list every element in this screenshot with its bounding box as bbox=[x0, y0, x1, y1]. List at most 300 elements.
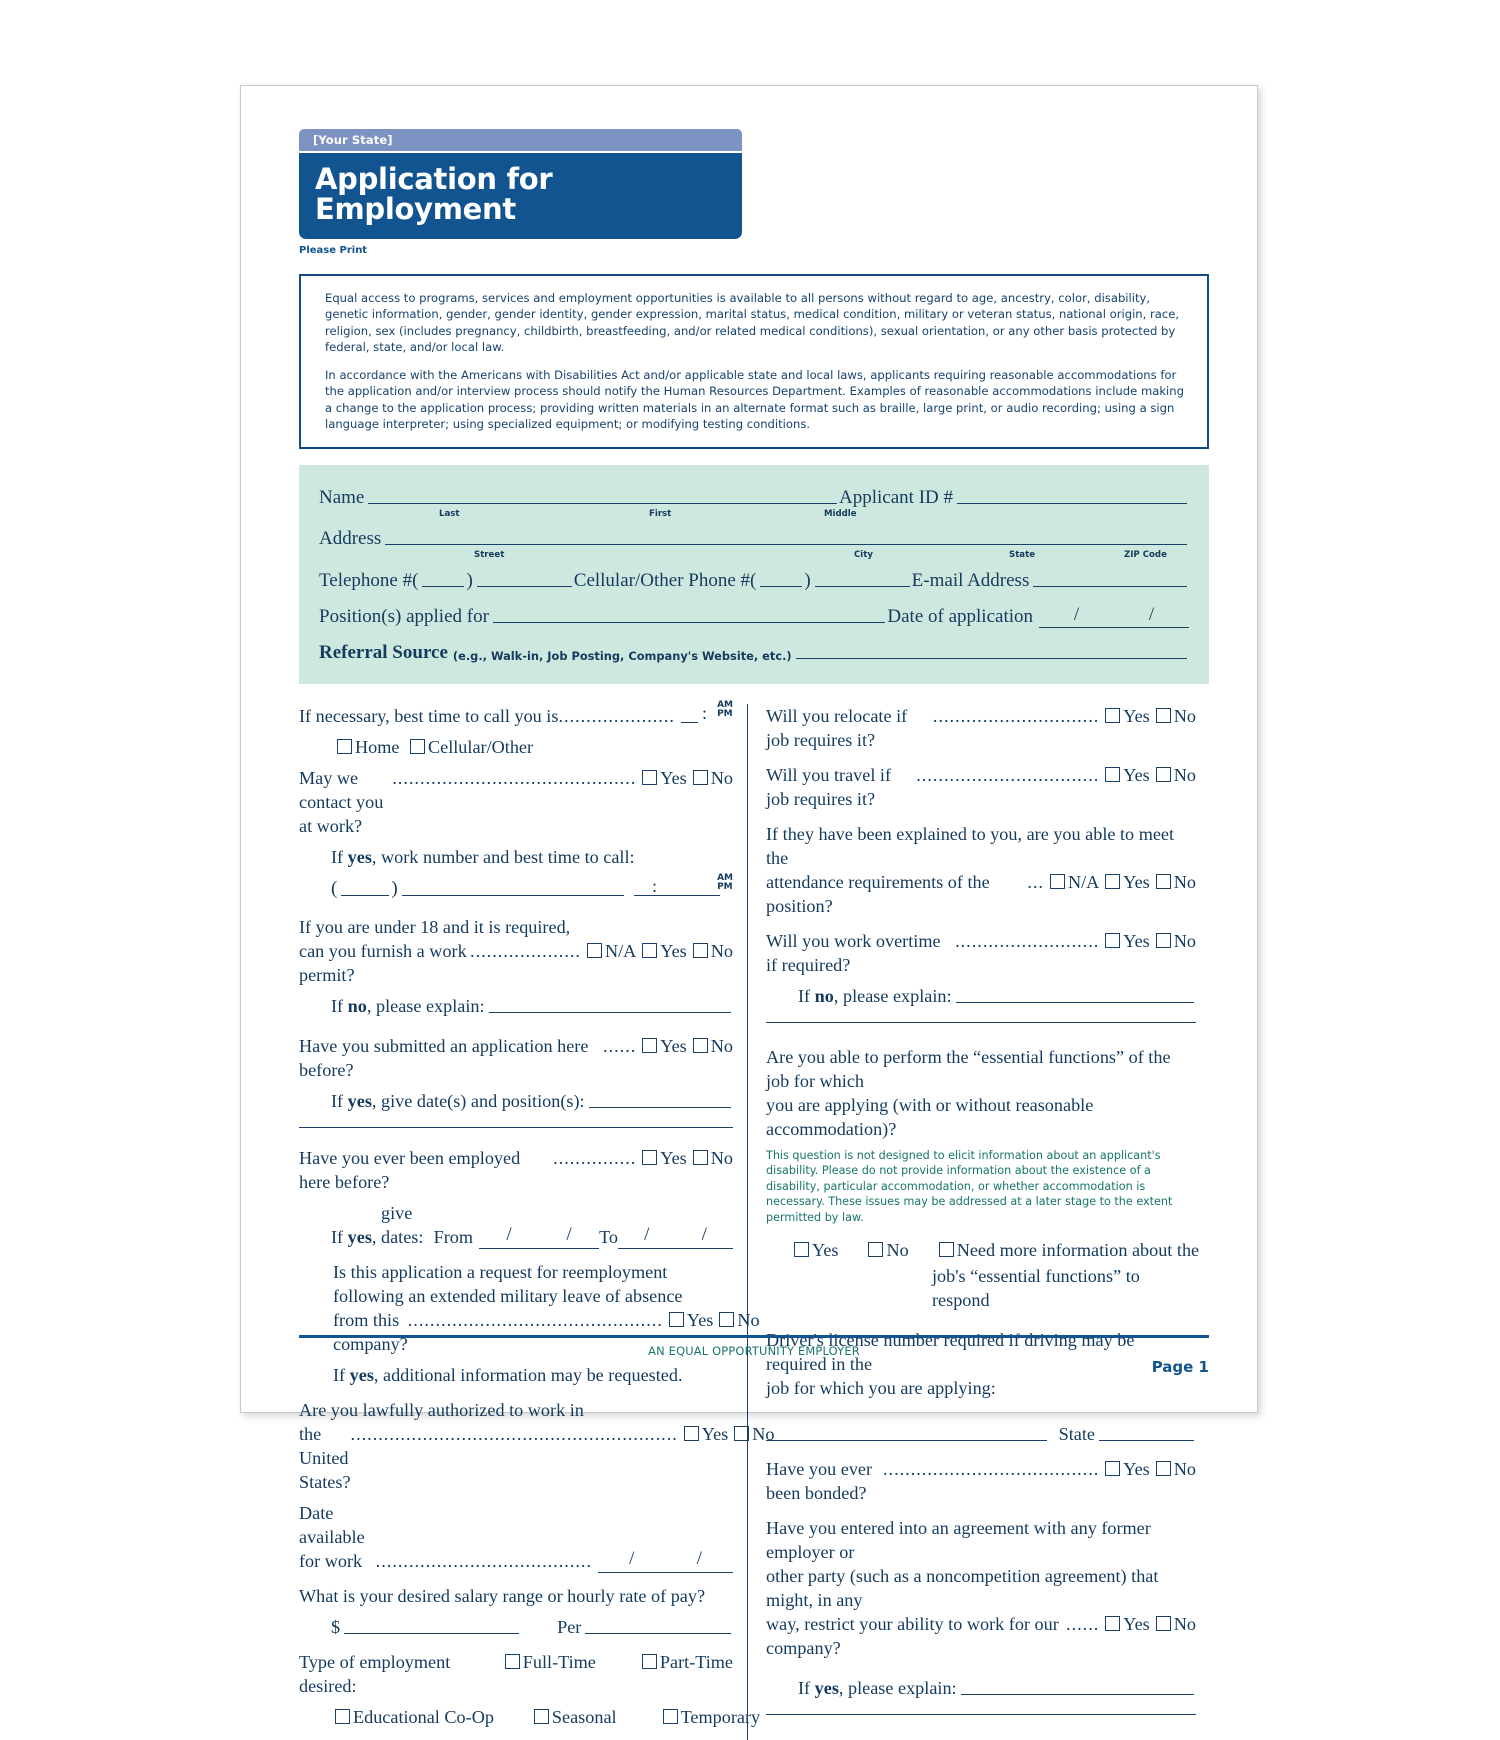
overtime-dots: .......................... bbox=[955, 929, 1099, 953]
salary-per-input[interactable] bbox=[585, 1632, 731, 1634]
noncompete-explain-input[interactable] bbox=[961, 1693, 1194, 1695]
applicant-id-label: Applicant ID # bbox=[839, 487, 953, 509]
page-number: Page 1 bbox=[299, 1358, 1209, 1376]
drivers-license-row bbox=[766, 1422, 1196, 1446]
overtime-label: Will you work overtime if required? bbox=[766, 929, 955, 977]
work-am-label: AM bbox=[717, 873, 733, 883]
bonded-no-checkbox[interactable] bbox=[1156, 1461, 1171, 1476]
work-permit-dots: .................... bbox=[470, 939, 581, 963]
r-no-5: No bbox=[886, 1240, 908, 1260]
address-input[interactable] bbox=[385, 543, 1187, 545]
submitted-dates-row bbox=[299, 1089, 733, 1113]
work-paren-open: ( bbox=[331, 876, 337, 901]
work-permit-label: can you furnish a work permit? bbox=[299, 939, 470, 987]
essential-functions-question bbox=[766, 1045, 1196, 1141]
if-label-3: If bbox=[331, 1089, 343, 1113]
right-question-column bbox=[748, 704, 1196, 1740]
best-time-to-call-question bbox=[299, 704, 733, 728]
eeo-paragraph-2: In accordance with the Americans with Disabilities Act and/or applicable state and local laws, applicants requiring reasonable accommodations for the application and/or interview process should notify the Human Resources Department. Examples of reasonable accommodations include making a change to the application process; providing written materials in an alternate format such as braille, large print, or audio recording; using a sign language interpreter; using specialized equipment; or modifying testing conditions. bbox=[325, 367, 1185, 433]
r-yes-bold-1: yes bbox=[815, 1676, 839, 1700]
noncompete-line-3 bbox=[766, 1612, 1196, 1660]
home-checkbox[interactable] bbox=[337, 739, 352, 754]
reemployment-line-1: Is this application a request for reemployment bbox=[333, 1260, 733, 1284]
yes-bold: yes bbox=[348, 847, 372, 867]
no-label-2: No bbox=[711, 941, 733, 961]
need-more-info-line-1: Need more information about the bbox=[957, 1240, 1199, 1260]
bonded-question bbox=[766, 1457, 1196, 1505]
relocate-yes-checkbox[interactable] bbox=[1105, 708, 1120, 723]
position-label: Position(s) applied for bbox=[319, 606, 489, 628]
r-yes-1: Yes bbox=[1123, 706, 1149, 726]
comma: , bbox=[372, 847, 377, 867]
date-available-input[interactable] bbox=[598, 1546, 733, 1573]
type-full-time-option[interactable] bbox=[501, 1650, 596, 1674]
relocate-dots: .............................. bbox=[933, 704, 1099, 728]
relocate-no[interactable] bbox=[1152, 704, 1196, 728]
applicant-info-section bbox=[299, 465, 1209, 684]
na-label: N/A bbox=[605, 941, 636, 961]
best-time-input[interactable] bbox=[681, 721, 698, 723]
per-label: Per bbox=[557, 1615, 581, 1639]
r-if-1: If bbox=[798, 984, 810, 1008]
comma-3: , bbox=[372, 1089, 377, 1113]
r-comma-2: , bbox=[839, 1676, 844, 1700]
yes-bold-2: yes bbox=[348, 1089, 372, 1113]
employed-before-no[interactable] bbox=[689, 1146, 733, 1170]
contact-work-no-checkbox[interactable] bbox=[693, 770, 708, 785]
telephone-label: Telephone # bbox=[319, 570, 412, 592]
employed-no-checkbox[interactable] bbox=[693, 1150, 708, 1165]
seasonal-label: Seasonal bbox=[552, 1707, 617, 1727]
r-yes-2: Yes bbox=[1123, 765, 1149, 785]
type-educational-coop-option[interactable] bbox=[331, 1705, 494, 1729]
attendance-line-1: If they have been explained to you, are you able to meet the bbox=[766, 822, 1196, 870]
employed-dates-row bbox=[299, 1201, 733, 1249]
work-permit-line-2 bbox=[299, 939, 733, 987]
name-sublabels bbox=[319, 509, 1189, 522]
r-comma-1: , bbox=[834, 984, 839, 1008]
address-sub-city: City bbox=[854, 550, 873, 560]
r-yes-5: Yes bbox=[812, 1240, 838, 1260]
reemployment-line-2: following an extended military leave of absence bbox=[333, 1284, 733, 1308]
date-slash-2: / bbox=[1149, 604, 1154, 626]
address-sub-zip: ZIP Code bbox=[1124, 550, 1167, 560]
drivers-license-line-2: job for which you are applying: bbox=[766, 1376, 1196, 1400]
work-paren-close: ) bbox=[391, 876, 397, 901]
attendance-no[interactable] bbox=[1152, 870, 1196, 894]
need-more-info-checkbox[interactable] bbox=[939, 1242, 954, 1257]
overtime-yes-checkbox[interactable] bbox=[1105, 933, 1120, 948]
r-yes-3: Yes bbox=[1123, 872, 1149, 892]
work-authorization-question bbox=[299, 1398, 733, 1494]
reemployment-yes-checkbox[interactable] bbox=[669, 1312, 684, 1327]
full-time-checkbox[interactable] bbox=[505, 1654, 520, 1669]
reemployment-no-checkbox[interactable] bbox=[719, 1312, 734, 1327]
work-best-time-input[interactable] bbox=[634, 894, 720, 896]
submitted-no-checkbox[interactable] bbox=[693, 1038, 708, 1053]
from-slash-2: / bbox=[566, 1222, 571, 1247]
telephone-paren-close: ) bbox=[466, 570, 472, 592]
form-header bbox=[299, 129, 742, 256]
essential-need-more-info[interactable] bbox=[935, 1238, 1199, 1262]
overtime-no-checkbox[interactable] bbox=[1156, 933, 1171, 948]
dollar-sign: $ bbox=[331, 1615, 340, 1639]
travel-yes-checkbox[interactable] bbox=[1105, 767, 1120, 782]
name-row bbox=[319, 487, 1189, 509]
cellular-checkbox[interactable] bbox=[410, 739, 425, 754]
salary-question-label: What is your desired salary range or hourly rate of pay? bbox=[299, 1584, 733, 1608]
r-no-3: No bbox=[1174, 872, 1196, 892]
name-sub-first: First bbox=[649, 509, 671, 519]
r-no-bold-1: no bbox=[815, 984, 834, 1008]
educational-coop-checkbox[interactable] bbox=[335, 1709, 350, 1724]
footer-rule bbox=[299, 1335, 1209, 1338]
noncompete-no-checkbox[interactable] bbox=[1156, 1616, 1171, 1631]
contact-work-yes-checkbox[interactable] bbox=[642, 770, 657, 785]
no-label-6: No bbox=[752, 1424, 774, 1444]
travel-question bbox=[766, 763, 1196, 811]
essential-no-checkbox[interactable] bbox=[868, 1242, 883, 1257]
submitted-before-question bbox=[299, 1034, 733, 1082]
noncompete-explain-row bbox=[766, 1676, 1196, 1700]
time-colon: : bbox=[702, 701, 707, 725]
home-label: Home bbox=[355, 737, 399, 757]
relocate-label: Will you relocate if job requires it? bbox=[766, 704, 933, 752]
referral-note: (e.g., Walk-in, Job Posting, Company's Website, etc.) bbox=[453, 649, 792, 664]
need-more-info-line-2: job's “essential functions” to respond bbox=[766, 1264, 1196, 1312]
am-pm-marker bbox=[717, 701, 733, 720]
phone-type-home-option[interactable] bbox=[333, 737, 399, 757]
contact-at-work-no[interactable] bbox=[689, 766, 733, 790]
comma-5: , bbox=[374, 1365, 379, 1385]
phone-type-options bbox=[299, 735, 733, 759]
essential-functions-line-1: Are you able to perform the “essential functions” of the job for which bbox=[766, 1045, 1196, 1093]
date-slash-1: / bbox=[1074, 604, 1079, 626]
authorized-line-2 bbox=[299, 1422, 733, 1494]
full-time-label: Full-Time bbox=[523, 1652, 596, 1672]
travel-dots: ................................. bbox=[916, 763, 1099, 787]
disability-disclaimer: This question is not designed to elicit information about an applicant's disability. Please do not provide information about the existence of a disability, particular accommodation, or whether accommodation is necessary. These issues may be addressed at a later stage to the extent permitted by law. bbox=[766, 1148, 1196, 1225]
work-time-colon: : bbox=[652, 874, 657, 898]
noncompete-explain-label: please explain: bbox=[848, 1676, 957, 1700]
overtime-explain-row bbox=[766, 984, 1196, 1008]
r-if-2: If bbox=[798, 1676, 810, 1700]
work-area-code-input[interactable] bbox=[341, 894, 389, 896]
cellular-paren-close: ) bbox=[804, 570, 810, 592]
drivers-license-state-input[interactable] bbox=[1099, 1439, 1194, 1441]
additional-info-text: additional information may be requested. bbox=[383, 1365, 683, 1385]
overtime-explain-input[interactable] bbox=[956, 1001, 1194, 1003]
essential-functions-options bbox=[766, 1238, 1196, 1262]
telephone-area-code-input[interactable] bbox=[422, 585, 464, 587]
date-of-application-label: Date of application bbox=[887, 606, 1033, 628]
work-permit-no-checkbox[interactable] bbox=[693, 943, 708, 958]
temporary-checkbox[interactable] bbox=[663, 1709, 678, 1724]
salary-amount-input[interactable] bbox=[344, 1632, 519, 1634]
reemployment-yes[interactable] bbox=[665, 1308, 713, 1332]
r-yes-6: Yes bbox=[1123, 1459, 1149, 1479]
submitted-before-no[interactable] bbox=[689, 1034, 733, 1058]
no-label-5: No bbox=[737, 1310, 759, 1330]
questions-area bbox=[299, 704, 1209, 1740]
to-slash-1: / bbox=[644, 1222, 649, 1247]
overtime-no[interactable] bbox=[1152, 929, 1196, 953]
from-slash-1: / bbox=[506, 1222, 511, 1247]
best-time-dots: ..................... bbox=[558, 704, 674, 728]
work-permit-yes[interactable] bbox=[638, 939, 686, 963]
contact-at-work-dots: ............................................ bbox=[392, 766, 636, 790]
work-permit-explain-row bbox=[299, 994, 733, 1018]
submitted-dates-input-line2[interactable] bbox=[299, 1126, 733, 1128]
temporary-label: Temporary bbox=[681, 1707, 761, 1727]
contact-at-work-question bbox=[299, 766, 733, 838]
bonded-yes[interactable] bbox=[1101, 1457, 1149, 1481]
bonded-yes-checkbox[interactable] bbox=[1105, 1461, 1120, 1476]
pm-label: PM bbox=[717, 709, 733, 719]
essential-yes-checkbox[interactable] bbox=[794, 1242, 809, 1257]
travel-yes[interactable] bbox=[1101, 763, 1149, 787]
travel-label: Will you travel if job requires it? bbox=[766, 763, 916, 811]
state-label: State bbox=[1059, 1422, 1095, 1446]
noncompete-dots: ...... bbox=[1066, 1612, 1099, 1636]
referral-input[interactable] bbox=[796, 657, 1187, 659]
date-of-application-input[interactable] bbox=[1039, 604, 1189, 628]
telephone-input[interactable] bbox=[477, 585, 572, 587]
drivers-license-input[interactable] bbox=[766, 1439, 1047, 1441]
overtime-explain-input-line2[interactable] bbox=[766, 1021, 1196, 1023]
contact-at-work-yes[interactable] bbox=[638, 766, 686, 790]
travel-no[interactable] bbox=[1152, 763, 1196, 787]
r-no-6: No bbox=[1174, 1459, 1196, 1479]
noncompete-explain-input-line2[interactable] bbox=[766, 1713, 1196, 1715]
bonded-dots: ....................................... bbox=[883, 1457, 1099, 1481]
work-permit-na[interactable] bbox=[583, 939, 636, 963]
type-seasonal-option[interactable] bbox=[530, 1705, 617, 1729]
noncompete-line-2: other party (such as a noncompetition agreement) that might, in any bbox=[766, 1564, 1196, 1612]
noncompete-line-1: Have you entered into an agreement with any former employer or bbox=[766, 1516, 1196, 1564]
work-permit-yes-checkbox[interactable] bbox=[642, 943, 657, 958]
essential-no[interactable] bbox=[864, 1238, 908, 1262]
work-permit-explain-input[interactable] bbox=[489, 1011, 731, 1013]
form-content bbox=[299, 129, 1209, 1740]
name-label: Name bbox=[319, 487, 364, 509]
phone-row bbox=[319, 570, 1189, 592]
work-permit-line-1: If you are under 18 and it is required, bbox=[299, 915, 733, 939]
attendance-no-checkbox[interactable] bbox=[1156, 874, 1171, 889]
to-label: To bbox=[599, 1225, 618, 1249]
attendance-yes[interactable] bbox=[1101, 870, 1149, 894]
work-number-text: work number and best time to call: bbox=[381, 847, 635, 867]
to-slash-2: / bbox=[702, 1222, 707, 1247]
type-part-time-option[interactable] bbox=[638, 1650, 733, 1674]
drivers-license-line-1: Driver's license number required if driving may be required in the bbox=[766, 1328, 1196, 1376]
date-available-row bbox=[299, 1501, 733, 1573]
overtime-explain-label: please explain: bbox=[843, 984, 952, 1008]
date-available-dots: ....................................... bbox=[376, 1549, 592, 1573]
no-label-4: No bbox=[711, 1148, 733, 1168]
email-label: E-mail Address bbox=[912, 570, 1030, 592]
address-sublabels bbox=[319, 550, 1189, 563]
cellular-area-code-input[interactable] bbox=[760, 585, 802, 587]
attendance-line-2 bbox=[766, 870, 1196, 918]
relocate-no-checkbox[interactable] bbox=[1156, 708, 1171, 723]
seasonal-checkbox[interactable] bbox=[534, 1709, 549, 1724]
employed-yes-checkbox[interactable] bbox=[642, 1150, 657, 1165]
yes-label-6: Yes bbox=[702, 1424, 728, 1444]
bonded-label: Have you ever been bonded? bbox=[766, 1457, 883, 1505]
work-permit-no[interactable] bbox=[689, 939, 733, 963]
eeo-notice-box bbox=[299, 274, 1209, 449]
comma-4: , bbox=[372, 1225, 377, 1249]
authorized-yes-checkbox[interactable] bbox=[684, 1426, 699, 1441]
address-label: Address bbox=[319, 528, 381, 550]
if-label: If bbox=[331, 847, 343, 867]
authorized-line-1: Are you lawfully authorized to work in bbox=[299, 1398, 733, 1422]
am-label: AM bbox=[717, 700, 733, 710]
reemployment-question bbox=[299, 1260, 733, 1356]
work-pm-label: PM bbox=[717, 882, 733, 892]
submitted-before-dots: ...... bbox=[603, 1034, 636, 1058]
address-row bbox=[319, 528, 1189, 550]
left-question-column bbox=[299, 704, 747, 1740]
attendance-na-checkbox[interactable] bbox=[1050, 874, 1065, 889]
work-permit-question bbox=[299, 915, 733, 987]
employed-before-yes[interactable] bbox=[638, 1146, 686, 1170]
r-na-1: N/A bbox=[1068, 872, 1099, 892]
cellular-other-label: Cellular/Other bbox=[428, 737, 533, 757]
submitted-dates-input[interactable] bbox=[589, 1106, 731, 1108]
noncompete-yes[interactable] bbox=[1101, 1612, 1149, 1636]
r-yes-7: Yes bbox=[1123, 1614, 1149, 1634]
attendance-na[interactable] bbox=[1046, 870, 1099, 894]
give-dates-label: give dates: bbox=[381, 1201, 429, 1249]
noncompete-no[interactable] bbox=[1152, 1612, 1196, 1636]
yes-bold-4: yes bbox=[350, 1365, 374, 1385]
overtime-question bbox=[766, 929, 1196, 977]
position-input[interactable] bbox=[493, 621, 885, 623]
form-page bbox=[240, 85, 1258, 1413]
employed-before-dots: ............... bbox=[553, 1146, 636, 1170]
no-label-3: No bbox=[711, 1036, 733, 1056]
yes-bold-3: yes bbox=[348, 1225, 372, 1249]
if-label-2: If bbox=[331, 994, 343, 1018]
authorized-label: the United States? bbox=[299, 1422, 351, 1494]
attendance-label: attendance requirements of the position? bbox=[766, 870, 1027, 918]
eeo-paragraph-1: Equal access to programs, services and employment opportunities is available to all persons without regard to age, ancestry, color, disability, genetic information, gender, gender identity, gender expression, marital status, medical condition, military or veteran status, national origin, race, religion, sex (includes pregnancy, childbirth, breastfeeding, and/or related medical conditions), sexual orientation, or any other basis protected by federal, state, and/or local law. bbox=[325, 290, 1185, 356]
page-title: Application for Employment bbox=[299, 153, 742, 239]
please-explain-label: please explain: bbox=[376, 994, 485, 1018]
employment-type-row-2 bbox=[299, 1705, 733, 1729]
please-print-note: Please Print bbox=[299, 245, 742, 256]
name-input[interactable] bbox=[368, 502, 837, 504]
noncompete-question bbox=[766, 1516, 1196, 1660]
bonded-no[interactable] bbox=[1152, 1457, 1196, 1481]
essential-yes[interactable] bbox=[790, 1238, 838, 1262]
cellular-label: Cellular/Other Phone # bbox=[574, 570, 750, 592]
referral-label: Referral Source bbox=[319, 642, 448, 664]
attendance-question bbox=[766, 822, 1196, 918]
r-no-4: No bbox=[1174, 931, 1196, 951]
available-slash-2: / bbox=[697, 1546, 702, 1571]
noncompete-yes-checkbox[interactable] bbox=[1105, 1616, 1120, 1631]
yes-label: Yes bbox=[660, 768, 686, 788]
employed-from-input[interactable] bbox=[479, 1222, 599, 1249]
work-number-instruction bbox=[299, 845, 733, 869]
email-input[interactable] bbox=[1033, 585, 1187, 587]
yes-label-3: Yes bbox=[660, 1036, 686, 1056]
name-sub-middle: Middle bbox=[824, 509, 857, 519]
relocate-yes[interactable] bbox=[1101, 704, 1149, 728]
submitted-yes-checkbox[interactable] bbox=[642, 1038, 657, 1053]
type-temporary-option[interactable] bbox=[659, 1705, 761, 1729]
best-time-label: If necessary, best time to call you is bbox=[299, 704, 558, 728]
r-no-7: No bbox=[1174, 1614, 1196, 1634]
employed-before-question bbox=[299, 1146, 733, 1194]
travel-no-checkbox[interactable] bbox=[1156, 767, 1171, 782]
yes-label-2: Yes bbox=[660, 941, 686, 961]
employment-type-row-1 bbox=[299, 1650, 733, 1698]
comma-2: , bbox=[367, 994, 372, 1018]
position-row bbox=[319, 604, 1189, 628]
r-yes-4: Yes bbox=[1123, 931, 1149, 951]
give-dates-positions-label: give date(s) and position(s): bbox=[381, 1089, 585, 1113]
reemployment-dots: .............................................. bbox=[408, 1308, 663, 1332]
no-label: No bbox=[711, 768, 733, 788]
work-permit-na-checkbox[interactable] bbox=[587, 943, 602, 958]
submitted-before-yes[interactable] bbox=[638, 1034, 686, 1058]
essential-functions-line-2: you are applying (with or without reasonable accommodation)? bbox=[766, 1093, 1196, 1141]
work-number-input[interactable] bbox=[402, 894, 624, 896]
no-bold: no bbox=[348, 994, 367, 1018]
date-available-label: Date available for work bbox=[299, 1501, 376, 1573]
work-number-row bbox=[299, 876, 733, 901]
submitted-before-label: Have you submitted an application here before? bbox=[299, 1034, 603, 1082]
authorized-dots: ........................................................... bbox=[351, 1422, 678, 1446]
yes-label-4: Yes bbox=[660, 1148, 686, 1168]
telephone-paren-open: ( bbox=[412, 570, 418, 592]
state-tag: [Your State] bbox=[299, 129, 742, 151]
attendance-dots: ... bbox=[1027, 870, 1044, 894]
part-time-label: Part-Time bbox=[660, 1652, 733, 1672]
reemployment-label: from this company? bbox=[333, 1308, 408, 1356]
relocate-question bbox=[766, 704, 1196, 752]
part-time-checkbox[interactable] bbox=[642, 1654, 657, 1669]
noncompete-label: way, restrict your ability to work for our company? bbox=[766, 1612, 1066, 1660]
cellular-input[interactable] bbox=[815, 585, 910, 587]
footer-eeo-line: AN EQUAL OPPORTUNITY EMPLOYER bbox=[299, 1344, 1209, 1358]
address-sub-state: State bbox=[1009, 550, 1035, 560]
salary-row bbox=[299, 1615, 733, 1639]
overtime-yes[interactable] bbox=[1101, 929, 1149, 953]
referral-row bbox=[319, 642, 1189, 664]
contact-at-work-label: May we contact you at work? bbox=[299, 766, 392, 838]
address-sub-street: Street bbox=[474, 550, 504, 560]
from-label: From bbox=[434, 1225, 473, 1249]
available-slash-1: / bbox=[629, 1546, 634, 1571]
employed-before-label: Have you ever been employed here before? bbox=[299, 1146, 553, 1194]
educational-coop-label: Educational Co-Op bbox=[353, 1707, 494, 1727]
employment-type-label: Type of employment desired: bbox=[299, 1650, 471, 1698]
r-no-1: No bbox=[1174, 706, 1196, 726]
employed-to-input[interactable] bbox=[618, 1222, 733, 1249]
authorized-yes[interactable] bbox=[680, 1422, 728, 1446]
applicant-id-input[interactable] bbox=[957, 502, 1187, 504]
work-am-pm-marker bbox=[717, 874, 733, 893]
phone-type-cellular-option[interactable] bbox=[406, 737, 533, 757]
yes-label-5: Yes bbox=[687, 1310, 713, 1330]
attendance-yes-checkbox[interactable] bbox=[1105, 874, 1120, 889]
if-label-5: If bbox=[333, 1365, 345, 1385]
